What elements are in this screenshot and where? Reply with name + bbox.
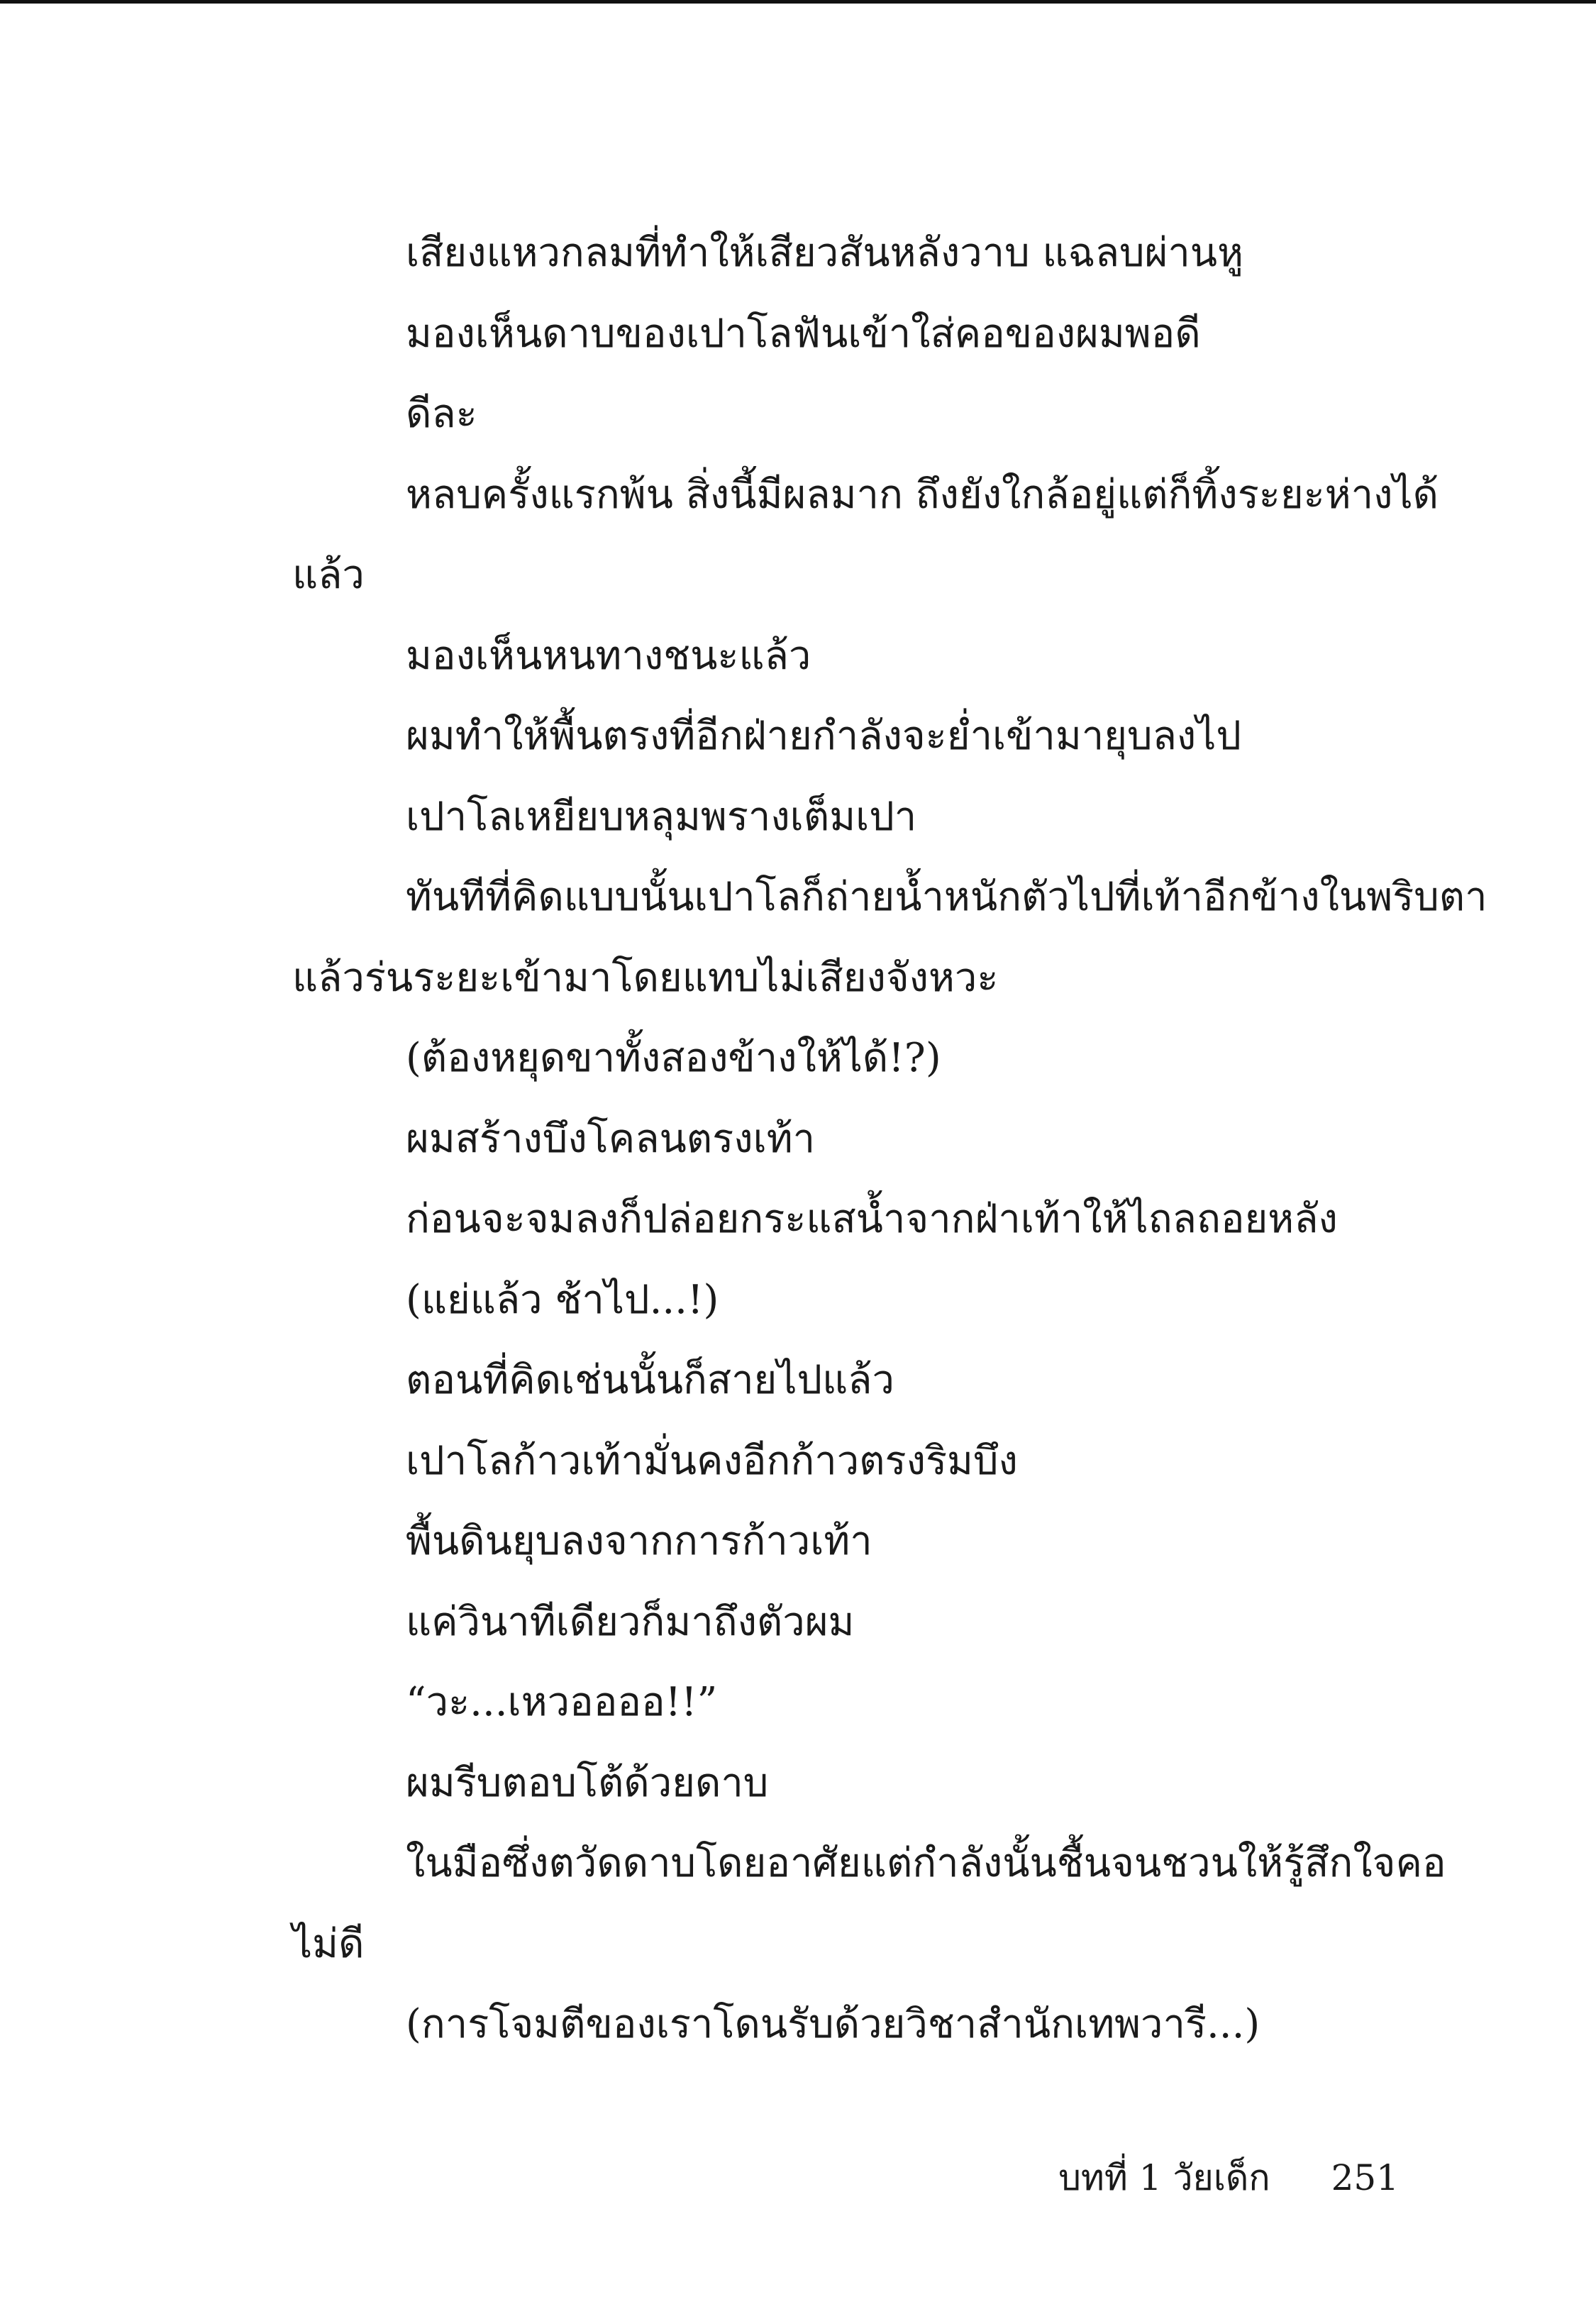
- text-line: ก่อนจะจมลงก็ปล่อยกระแสน้ำจากฝ่าเท้าให้ไถลถอยหลัง: [406, 1196, 1338, 1242]
- text-line: เปาโลเหยียบหลุมพรางเต็มเปา: [406, 793, 917, 840]
- text-line: แค่วินาทีเดียวก็มาถึงตัวผม: [406, 1598, 855, 1645]
- text-line: ตอนที่คิดเช่นนั้นก็สายไปแล้ว: [406, 1357, 894, 1403]
- text-line: ผมทำให้พื้นตรงที่อีกฝ่ายกำลังจะย่ำเข้ามายุบลงไป: [406, 713, 1241, 759]
- chapter-label: บทที่ 1 วัยเด็ก: [1058, 2157, 1270, 2198]
- text-line: แล้ว: [292, 552, 365, 598]
- text-line: ผมสร้างบึงโคลนตรงเท้า: [406, 1115, 816, 1162]
- text-line: (การโจมตีของเราโดนรับด้วยวิชาสำนักเทพวารี...): [406, 2001, 1260, 2047]
- text-line: มองเห็นหนทางชนะแล้ว: [406, 632, 811, 679]
- text-line: หลบครั้งแรกพ้น สิ่งนี้มีผลมาก ถึงยังใกล้อยู่แต่ก็ทิ้งระยะห่างได้: [406, 471, 1439, 518]
- text-line: ไม่ดี: [292, 1920, 365, 1967]
- text-line: พื้นดินยุบลงจากการก้าวเท้า: [406, 1518, 872, 1564]
- text-line: ทันทีที่คิดแบบนั้นเปาโลก็ถ่ายน้ำหนักตัวไปที่เท้าอีกข้างในพริบตา: [406, 874, 1487, 920]
- page-number: 251: [1331, 2157, 1399, 2198]
- text-line: “วะ...เหวออออ!!”: [406, 1679, 718, 1725]
- top-border-rule: [0, 0, 1596, 4]
- text-line: เสียงแหวกลมที่ทำให้เสียวสันหลังวาบ แฉลบผ่านหู: [406, 230, 1244, 276]
- text-line: ในมือซึ่งตวัดดาบโดยอาศัยแต่กำลังนั้นชื้นจนชวนให้รู้สึกใจคอ: [406, 1840, 1446, 1886]
- text-line: มองเห็นดาบของเปาโลฟันเข้าใส่คอของผมพอดี: [406, 310, 1201, 357]
- text-line: (ต้องหยุดขาทั้งสองข้างให้ได้!?): [406, 1035, 941, 1081]
- page-footer: [1058, 2149, 1399, 2206]
- body-text: [292, 213, 1487, 2065]
- text-line: เปาโลก้าวเท้ามั่นคงอีกก้าวตรงริมบึง: [406, 1437, 1018, 1484]
- text-line: ดีละ: [406, 391, 477, 437]
- text-line: ผมรีบตอบโต้ด้วยดาบ: [406, 1759, 769, 1806]
- text-line: แล้วร่นระยะเข้ามาโดยแทบไม่เสียงจังหวะ: [292, 954, 999, 1001]
- text-line: (แย่แล้ว ช้าไป...!): [406, 1276, 719, 1323]
